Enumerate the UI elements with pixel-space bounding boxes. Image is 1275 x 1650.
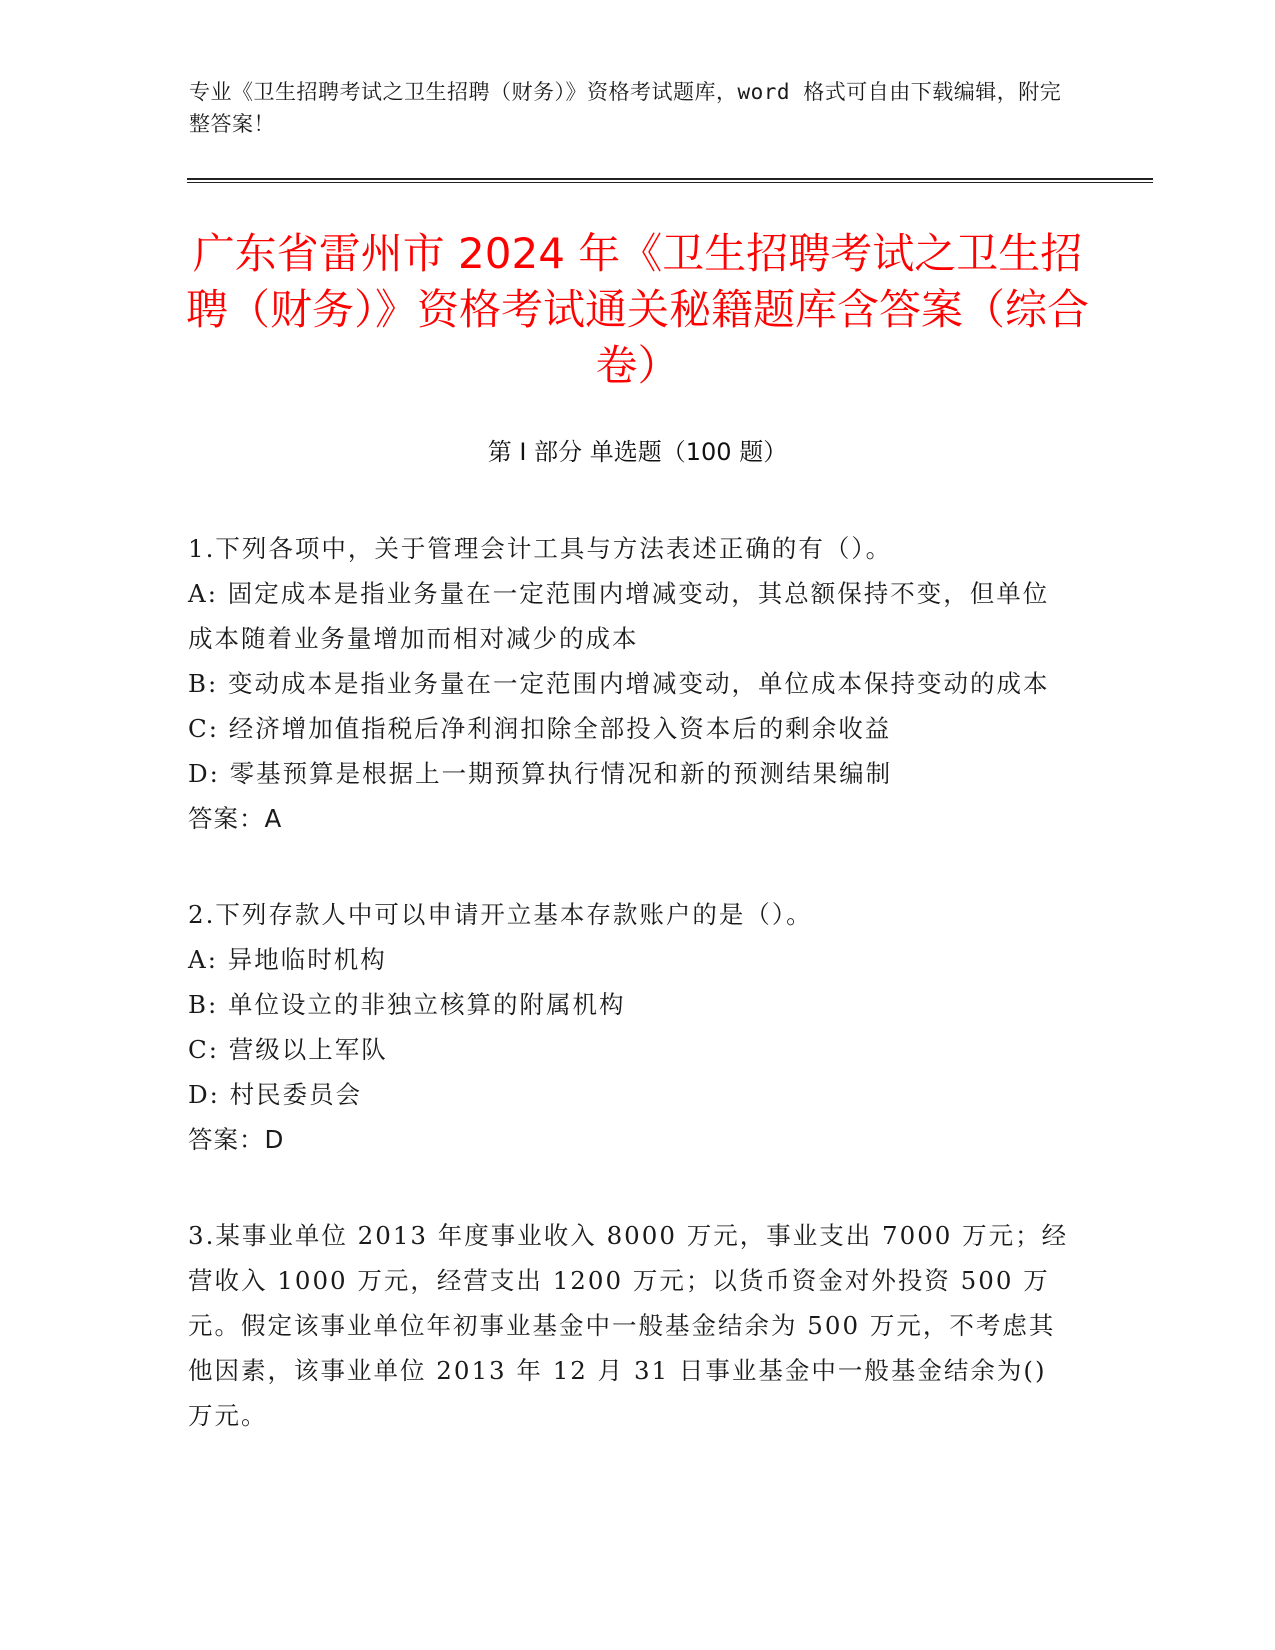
answer-label: 答案：A (188, 804, 283, 833)
answer-label: 答案：D (188, 1125, 285, 1154)
option-a: A: 异地临时机构 (188, 945, 387, 974)
option-b: B: 变动成本是指业务量在一定范围内增减变动，单位成本保持变动的成本 (188, 669, 1050, 698)
question-3 (188, 1213, 1071, 1438)
option-c: C: 经济增加值指税后净利润扣除全部投入资本后的剩余收益 (188, 714, 892, 743)
option-d: D: 村民委员会 (188, 1080, 363, 1109)
section-heading: 第 I 部分 单选题（100 题） (487, 438, 788, 466)
header-note: 专业《卫生招聘考试之卫生招聘（财务）》资格考试题库，word 格式可自由下载编辑，附完整答案！ (189, 80, 1062, 136)
option-a: A: 固定成本是指业务量在一定范围内增减变动，其总额保持不变，但单位成本随着业务量增加而相对减少的成本 (188, 579, 1050, 653)
option-c: C: 营级以上军队 (188, 1035, 388, 1064)
question-list (188, 526, 1071, 1489)
question-stem: 3.某事业单位 2013 年度事业收入 8000 万元，事业支出 7000 万元；经营收入 1000 万元，经营支出 1200 万元；以货币资金对外投资 500 万元。假定该事业单位年初事业基金中一般基金结余为 500 万元，不考虑其他因素，该事业单位 2013 年 12 月 31 日事业基金中一般基金结余为()万元。 (188, 1221, 1069, 1430)
question-stem: 2.下列存款人中可以申请开立基本存款账户的是（）。 (188, 900, 813, 929)
question-stem: 1.下列各项中，关于管理会计工具与方法表述正确的有（）。 (188, 534, 893, 563)
question-2 (188, 892, 1071, 1162)
option-d: D: 零基预算是根据上一期预算执行情况和新的预测结果编制 (188, 759, 893, 788)
header-rule-thick (187, 178, 1153, 180)
question-1 (188, 526, 1071, 841)
document-title: 广东省雷州市 2024 年《卫生招聘考试之卫生招聘（财务）》资格考试通关秘籍题库含答案（综合卷） (186, 229, 1090, 390)
option-b: B: 单位设立的非独立核算的附属机构 (188, 990, 626, 1019)
header-rule-thin (187, 182, 1153, 183)
